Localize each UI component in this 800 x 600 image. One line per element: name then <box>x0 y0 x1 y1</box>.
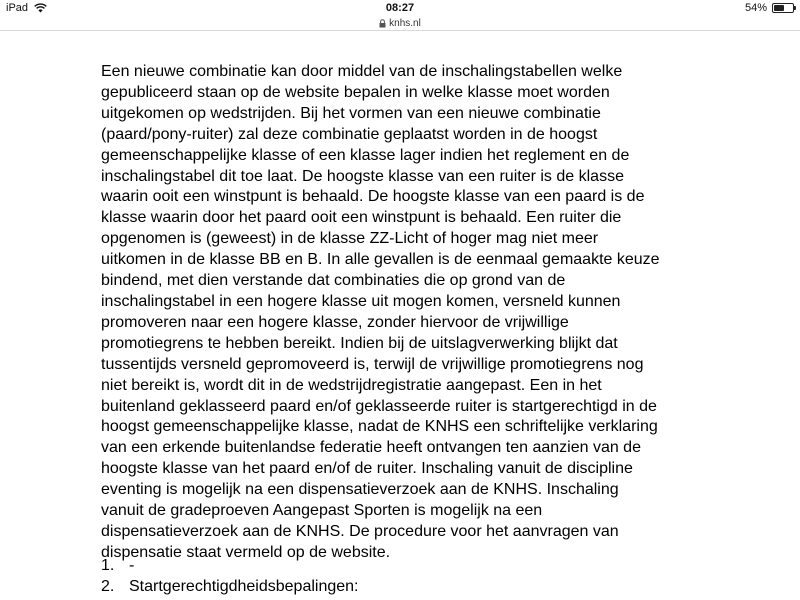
address-bar[interactable] <box>0 16 800 30</box>
list-item-text: Startgerechtigdheidsbepalingen: <box>129 577 359 595</box>
web-content[interactable] <box>0 30 800 600</box>
device-name: iPad <box>6 2 29 14</box>
paragraph-line: niet bereikt is, wordt dit in de wedstrijdregistratie aangepast. Een in het <box>101 376 602 394</box>
paragraph-line: Een nieuwe combinatie kan door middel van de inschalingstabellen welke <box>101 63 623 80</box>
paragraph-line: waarin ooit een winstpunt is behaald. De hoogste klasse van een paard is de <box>101 188 645 206</box>
list-item <box>101 577 359 598</box>
paragraph-line: bindend, met dien verstande dat combinaties die op grond van de <box>101 272 566 290</box>
paragraph-line: buitenland geklasseerd paard en/of geklasseerde ruiter is startgerechtigd in de <box>101 397 657 415</box>
article-paragraph <box>101 62 701 564</box>
paragraph-line: gemeenschappelijke klasse of een klasse lager indien het reglement en de <box>101 146 630 164</box>
paragraph-line: eventing is mogelijk na een dispensatieverzoek aan de KNHS. Inschaling <box>101 481 619 499</box>
paragraph-line: (paard/pony-ruiter) zal deze combinatie geplaatst worden in de hoogst <box>101 125 598 143</box>
paragraph-line: inschalingstabel dit toe laat. De hoogste klasse van een ruiter is de klasse <box>101 167 624 185</box>
battery-percentage: 54% <box>744 2 767 14</box>
url-domain[interactable]: knhs.nl <box>389 17 421 29</box>
list-item-number: 1. <box>101 557 115 574</box>
paragraph-line: promotiegrens te hebben bereikt. Indien bij de uitslagverwerking blijkt dat <box>101 334 618 352</box>
list-item-text: - <box>129 557 135 574</box>
paragraph-line: klasse waarin door het paard ooit een winstpunt is behaald. Een ruiter die <box>101 209 622 227</box>
paragraph-line: hoogst gemeenschappelijke klasse, nadat de KNHS een schriftelijke verklaring <box>101 418 658 436</box>
battery-level-fill <box>774 5 784 11</box>
battery-icon <box>772 3 794 13</box>
clock: 08:27 <box>385 2 415 14</box>
paragraph-line: dispensatieverzoek aan de KNHS. De procedure voor het aanvragen van <box>101 522 619 540</box>
lock-icon <box>379 19 386 28</box>
status-bar <box>0 0 800 16</box>
paragraph-line: hoogste klasse van het paard en/of de ruiter. Inschaling vanuit de discipline <box>101 460 633 478</box>
paragraph-line: dispensatie staat vermeld op de website. <box>101 543 391 561</box>
battery-tip <box>794 6 796 10</box>
paragraph-line: inschalingstabel in een hogere klasse uit mogen komen, versneld kunnen <box>101 292 621 310</box>
paragraph-line: vanuit de gradeproeven Aangepast Sporten is mogelijk na een <box>101 502 543 520</box>
status-right <box>745 2 794 14</box>
paragraph-line: van een erkende buitenlandse federatie heeft ontvangen ten aanzien van de <box>101 439 641 457</box>
paragraph-line: tussentijds versneld gepromoveerd is, terwijl de vrijwillige promotiegrens nog <box>101 355 644 373</box>
paragraph-line: uitkomen in de klasse BB en B. In alle gevallen is de eenmaal gemaakte keuze <box>101 251 660 269</box>
list-item-number: 2. <box>101 577 115 595</box>
numbered-list <box>101 556 359 597</box>
paragraph-line: promoveren naar een hogere klasse, zonder hiervoor de vrijwillige <box>101 313 569 331</box>
list-item <box>101 556 359 577</box>
paragraph-line: uitgekomen op wedstrijden. Bij het vormen van een nieuwe combinatie <box>101 104 601 122</box>
paragraph-line: gepubliceerd staan op de website bepalen in welke klasse moet worden <box>101 83 610 101</box>
paragraph-line: opgenomen is (geweest) in de klasse ZZ-Licht of hoger mag niet meer <box>101 230 599 248</box>
